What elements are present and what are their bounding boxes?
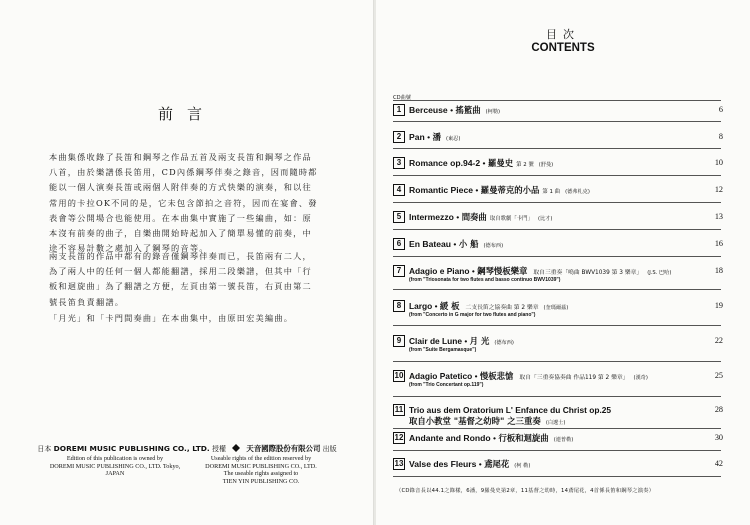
entry-title: Berceuse [409,105,448,115]
entry-title: En Bateau [409,239,452,249]
publisher-line [0,443,374,454]
entry-title-cn: 慢板悲愴 [479,371,514,381]
entry-page: 18 [714,266,723,275]
entry-page: 12 [714,185,723,194]
left-page [0,0,374,525]
entry-source: 取自三重奏「鳴曲 BWV1039 第 3 樂章」 [533,270,643,276]
divider [393,148,721,149]
track-number: 2 [393,131,405,143]
entry-composer: (連普勒) [553,437,574,443]
entry-composer: (J.S. 巴哈) [647,270,672,276]
publisher-origin-country: 日本 [37,445,52,453]
edition-right-line-2: DOREMI MUSIC PUBLISHING CO., LTD. [205,462,317,470]
entry-composer: (東忍) [445,136,461,142]
toc-entry: 8 Largo • 緩 板 二支長笛之協奏曲 第 2 樂章 (奎瑪爾茲) (from "Concerto in G major for two flutes and piano") 19 [393,300,723,320]
entry-page: 6 [718,105,723,114]
entry-composer: (德布西) [483,243,504,249]
entry-title-cn: 取自小教堂 "基督之幼時" 之三重奏 [409,416,541,426]
entry-title: Romance op.94-2 [409,158,481,168]
divider [393,476,721,477]
edition-left-line-2: DOREMI MUSIC PUBLISHING CO., LTD. Tokyo, JAPAN [49,462,181,478]
entry-subtitle: (from "Trio Concertant op.119") [409,382,484,388]
entry-page: 13 [714,212,723,221]
divider [393,202,721,203]
track-number: 4 [393,184,405,196]
entry-composer: (舒曼) [538,162,554,168]
track-number: 10 [394,371,404,380]
publisher-local-name: 天音國際股份有限公司 [246,444,321,453]
divider [393,325,721,326]
entry-title: Romantic Piece [409,185,473,195]
entry-title-cn: 小 船 [458,239,479,249]
toc-subtitle: CONTENTS [531,42,595,54]
publisher-origin-auth: 授權 [211,445,226,453]
entry-title-cn: 羅曼史 [487,158,514,168]
entry-title-cn: 緩 板 [439,301,460,311]
toc-entry: 12 Andante and Rondo • 行板和迴旋曲 (連普勒) 30 [394,433,723,443]
entry-composer: (比才) [537,216,553,222]
toc-entry: 9 Clair de Lune • 月 光 (德布西) (from "Suite Bergamasque") 22 [393,335,723,355]
divider [393,229,721,230]
entry-page: 28 [714,405,723,414]
entry-composer: (柯勒) [485,109,501,115]
track-number: 9 [393,335,405,347]
preface-paragraph-3: 「月光」和「卡門間奏曲」在本曲集中，由原田宏美編曲。 [49,313,294,323]
entry-title-cn: 間奏曲 [461,212,487,222]
entry-title: Valse des Fleurs [409,459,477,469]
edition-left-line-1: Edition of this publication is owned by [66,455,164,462]
divider [393,175,721,176]
entry-title: Clair de Lune [409,336,463,346]
entry-page: 42 [714,459,723,468]
divider [393,289,721,290]
track-number: 11 [394,405,404,414]
entry-title: Adagio Patetico [409,371,473,381]
toc-entry: 7 Adagio e Piano • 鋼琴慢板樂章 取自三重奏「鳴曲 BWV1039 第 3 樂章」 (J.S. 巴哈) (from "Triosonata for two flutes and basso continuo BWV1039") 18 [393,265,723,285]
entry-title: Pan [409,132,425,142]
toc-entry: 1 Berceuse • 搖籃曲 (柯勒) 6 [393,104,723,124]
toc-title: 目次 [546,28,580,41]
preface-paragraph-2: 兩支長笛的作品中都有的錄音僅鋼琴伴奏而已，長笛兩有二人，為了兩人中的任何一個人都能翻譜，採用二段樂譜，但其中「行板和迴旋曲」為了翻譜之方便，左頁由第一號長笛，右頁由第二號長笛負責翻譜。 [49,251,312,307]
entry-title: Adagio e Piano [409,266,470,276]
entry-page: 10 [714,158,723,167]
track-number: 13 [394,459,404,468]
entry-subtitle: (from "Concerto in G major for two flutes and piano") [409,312,536,318]
publisher-origin-name: DOREMI MUSIC PUBLISHING CO., LTD. [53,444,210,453]
entry-title-cn: 鳶尾花 [484,459,510,469]
entry-title-cn: 潘 [432,132,441,142]
entry-title: Largo [409,301,433,311]
entry-source: 二支長笛之協奏曲 第 2 樂章 [465,305,539,311]
entry-title: Intermezzo [409,212,454,222]
divider [393,428,721,429]
track-number: 3 [393,157,405,169]
entry-subtitle: (from "Suite Bergamasque") [409,347,477,353]
toc-entry: 5 Intermezzo • 間奏曲 取自歌劇「卡門」 (比才) 13 [393,211,723,231]
divider [393,121,721,122]
divider [393,450,721,451]
entry-title-cn: 月 光 [469,336,490,346]
entry-title: Trio aus dem Oratorium L' Enfance du Christ op.25 [409,405,612,415]
entry-title-cn: 鋼琴慢板樂章 [477,266,528,276]
entry-page: 30 [714,433,723,442]
preface-title: 前言 [157,105,216,123]
toc-entry: 10 Adagio Patetico • 慢板悲愴 取自「三重奏協奏曲 作品119 第 2 樂章」 (漢奇) (from "Trio Concertant op.119") 25 [394,371,723,388]
cd-track-label: CD曲號 [393,95,411,101]
track-number: 6 [393,238,405,250]
preface-paragraph-1: 本曲集係收錄了長笛和鋼琴之作品五首及兩支長笛和鋼琴之作品八首，由於樂譜係長笛用，CD內係鋼琴伴奏之錄音，因而隨時都能以一個人演奏長笛或兩個人附伴奏的方式快樂的演奏，和以往常用的卡拉OK不同的是，它未包含節拍之音符，因而在宴會、發表會等公開場合也能使用。在本曲集中實施了一些編曲，如：原本沒有前奏的曲子，自樂曲開始時起加入了簡單易懂的前奏，中途不容易計數之處加入了鋼琴的音等。 [49,152,318,254]
divider [393,361,721,362]
track-number: 5 [393,211,405,223]
entry-title-cn: 搖籃曲 [455,105,481,115]
track-number: 1 [393,104,405,116]
entry-title: Andante and Rondo [409,433,491,443]
toc-entry: 4 Romantic Piece • 羅曼蒂克的小品 第 1 曲 (德弗札克) 12 [393,184,723,204]
edition-notice-left [40,455,190,478]
divider [393,396,721,397]
track-number: 8 [393,300,405,312]
edition-right-line-1: Useable rights of the edition reserved by [210,455,312,462]
entry-number-note: 第 2 號 [516,162,534,168]
toc-entry: 13 Valse des Fleurs • 鳶尾花 (柯 勒) 42 [394,459,723,469]
entry-composer: (白遼士) [545,420,566,426]
edition-right-line-4: TIEN YIN PUBLISHING CO. [222,477,300,485]
edition-notice-right [186,455,336,485]
entry-number-note: 第 1 曲 [542,189,561,195]
cd-footnote: （CD錄音長以44.1之錄樣，6潘，9羅曼史第2章，11基督之幼時，14鳶尾花，4首係長笛和鋼琴之演奏） [396,488,655,494]
entry-title-cn: 羅曼蒂克的小品 [480,185,540,195]
toc-entry [393,404,723,424]
entry-source: 取自「三重奏協奏曲 作品119 第 2 樂章」 [519,375,629,381]
publisher-logo-icon [232,444,240,452]
edition-right-line-3: The useable rights assigned to [223,470,299,478]
entry-composer: (德弗札克) [565,189,590,195]
publisher-local-role: 出版 [322,445,337,453]
entry-composer: (柯 勒) [514,463,531,469]
entry-source: 取自歌劇「卡門」 [489,216,533,222]
entry-composer: (漢奇) [633,375,648,381]
toc-entry: 6 En Bateau • 小 船 (德布西) 16 [393,238,723,258]
right-page [376,0,750,525]
entry-page: 22 [714,336,723,345]
toc-entry: 3 Romance op.94-2 • 羅曼史 第 2 號 (舒曼) 10 [393,157,723,177]
entry-page: 19 [714,301,723,310]
entry-page: 16 [714,239,723,248]
entry-composer: (德布西) [494,340,514,346]
entry-page: 25 [714,371,723,380]
entry-composer: (奎瑪爾茲) [543,305,569,311]
toc-entry: 2 Pan • 潘 (東忍) 8 [393,131,723,151]
entry-title-cn: 行板和迴旋曲 [498,433,549,443]
entry-subtitle: (from "Triosonata for two flutes and basso continuo BWV1039") [409,277,561,283]
track-number: 7 [393,265,405,277]
divider [393,100,721,101]
track-number: 12 [394,433,404,442]
entry-page: 8 [718,132,723,141]
divider [393,256,721,257]
